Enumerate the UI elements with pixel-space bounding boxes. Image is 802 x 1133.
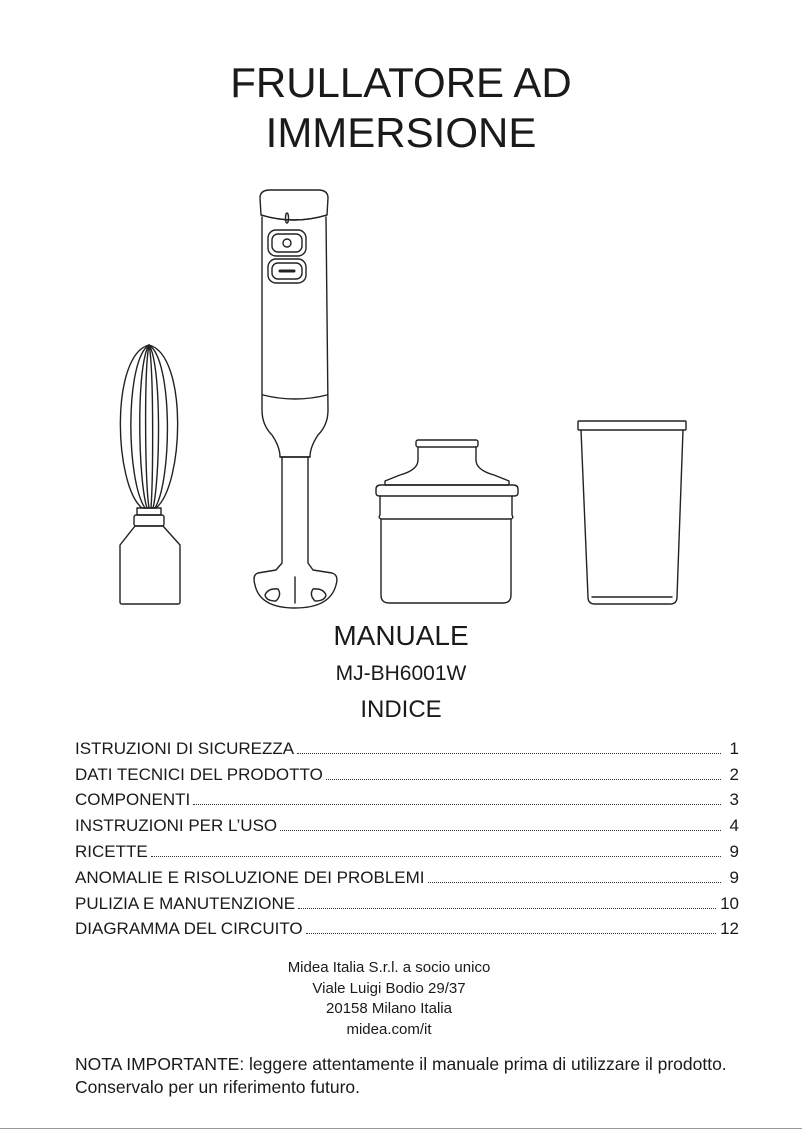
model-number: MJ-BH6001W [335, 662, 467, 685]
product-illustration [100, 185, 700, 615]
toc-leader-dots [428, 882, 721, 883]
toc-leader-dots [297, 753, 721, 754]
toc-item-page: 9 [729, 867, 739, 887]
toc-item-label: DATI TECNICI DEL PRODOTTO [75, 764, 323, 784]
toc-item-circuit-diagram[interactable] [75, 914, 739, 940]
company-address-block [0, 958, 778, 1040]
toc-item-label: INSTRUZIONI PER L’USO [75, 816, 278, 836]
chopper-bowl-icon [376, 440, 518, 603]
toc-item-label: ANOMALIE E RISOLUZIONE DEI PROBLEMI [75, 867, 425, 887]
toc-leader-dots [280, 830, 721, 831]
toc-item-page: 10 [720, 893, 739, 913]
toc-item-usage[interactable] [75, 810, 739, 836]
index-heading: INDICE [360, 696, 442, 723]
toc-item-cleaning[interactable] [75, 888, 739, 914]
important-note: NOTA IMPORTANTE: leggere attentamente il manuale prima di utilizzare il prodotto. Conservalo per un riferimento futuro. [75, 1054, 727, 1097]
toc-item-page: 3 [729, 790, 739, 810]
whisk-attachment-icon [120, 345, 180, 604]
toc-item-label: ISTRUZIONI DI SICUREZZA [75, 738, 295, 758]
company-city: 20158 Milano Italia [326, 1000, 452, 1017]
toc-item-troubleshooting[interactable] [75, 862, 739, 888]
toc-leader-dots [306, 933, 716, 934]
toc-item-components[interactable] [75, 785, 739, 811]
toc-item-label: COMPONENTI [75, 790, 191, 810]
toc-item-recipes[interactable] [75, 836, 739, 862]
page-bottom-rule [0, 1128, 802, 1129]
toc-item-technical-data[interactable] [75, 759, 739, 785]
toc-item-label: DIAGRAMMA DEL CIRCUITO [75, 919, 303, 939]
toc-item-page: 4 [729, 816, 739, 836]
hand-blender-icon [254, 190, 337, 608]
toc-item-page: 9 [729, 841, 739, 861]
toc-item-page: 1 [729, 738, 739, 758]
toc-item-label: RICETTE [75, 841, 148, 861]
toc-leader-dots [193, 804, 721, 805]
manual-label: MANUALE [333, 620, 469, 651]
document-title [0, 58, 802, 158]
beaker-icon [578, 421, 686, 604]
toc-leader-dots [298, 908, 716, 909]
company-website[interactable]: midea.com/it [346, 1020, 432, 1038]
title-line-2: IMMERSIONE [265, 109, 537, 156]
toc-leader-dots [151, 856, 721, 857]
company-street: Viale Luigi Bodio 29/37 [312, 979, 466, 997]
toc-leader-dots [326, 779, 721, 780]
toc-item-page: 2 [729, 764, 739, 784]
toc-item-page: 12 [720, 919, 739, 939]
table-of-contents [75, 733, 739, 939]
title-line-1: FRULLATORE AD [230, 59, 572, 106]
toc-item-label: PULIZIA E MANUTENZIONE [75, 893, 296, 913]
toc-item-safety[interactable] [75, 733, 739, 759]
company-name: Midea Italia S.r.l. a socio unico [287, 959, 491, 976]
